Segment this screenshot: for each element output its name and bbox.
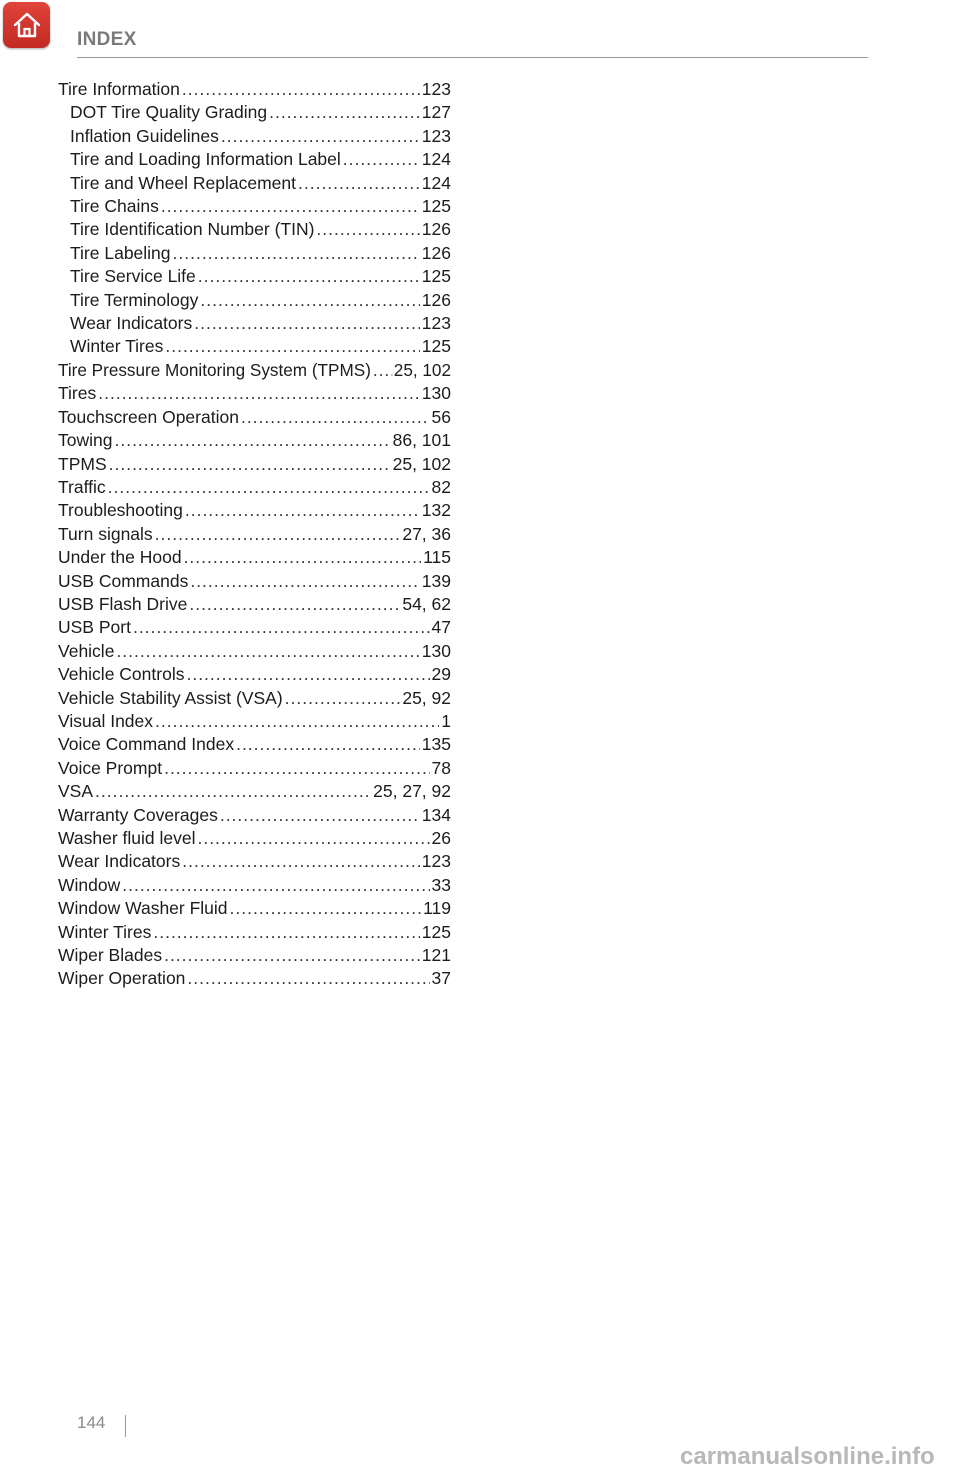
index-page-ref[interactable]: 123 — [421, 125, 451, 146]
index-term: Tire Information — [58, 79, 180, 99]
index-entry[interactable] — [58, 687, 451, 710]
index-entry[interactable] — [58, 453, 451, 476]
dot-leader — [133, 616, 430, 639]
index-entry[interactable] — [58, 850, 451, 873]
index-page-ref[interactable]: 127 — [421, 102, 451, 123]
header-divider — [77, 57, 868, 58]
index-page-ref[interactable]: 126 — [421, 219, 451, 240]
index-entry[interactable] — [58, 242, 451, 265]
index-page-ref[interactable]: 123 — [421, 313, 451, 334]
index-entry[interactable] — [58, 195, 451, 218]
index-term: Turn signals — [58, 523, 153, 544]
dot-leader — [164, 757, 429, 780]
dot-leader — [241, 406, 430, 429]
dot-leader — [269, 101, 420, 124]
dot-leader — [109, 453, 391, 476]
index-page-ref[interactable]: 29 — [431, 664, 451, 685]
index-entry[interactable] — [58, 382, 451, 405]
dot-leader — [153, 921, 419, 944]
index-term: Vehicle Stability Assist (VSA) — [58, 687, 283, 708]
dot-leader — [343, 148, 420, 171]
index-page-ref[interactable]: 126 — [421, 242, 451, 263]
index-page-ref[interactable]: 121 — [421, 945, 451, 966]
index-page-ref[interactable]: 132 — [421, 500, 451, 521]
index-term: Winter Tires — [70, 336, 164, 357]
index-list — [58, 78, 451, 991]
index-term: Tires — [58, 383, 97, 404]
page-number: 144 — [77, 1413, 106, 1432]
index-entry[interactable] — [58, 172, 451, 195]
index-entry[interactable] — [58, 757, 451, 780]
dot-leader — [165, 335, 419, 358]
index-term: Under the Hood — [58, 547, 182, 568]
index-page-ref[interactable]: 78 — [431, 757, 451, 778]
index-page-ref[interactable]: 56 — [431, 406, 451, 427]
dot-leader — [285, 687, 401, 710]
index-entry[interactable] — [58, 921, 451, 944]
index-term: Wear Indicators — [70, 313, 193, 334]
index-term: Tire Service Life — [70, 266, 196, 287]
index-entry[interactable] — [58, 265, 451, 288]
dot-leader — [155, 710, 439, 733]
index-entry[interactable] — [58, 476, 451, 499]
index-page-ref[interactable]: 125 — [421, 266, 451, 287]
index-page-ref[interactable]: 54, 62 — [402, 593, 451, 614]
index-entry[interactable] — [58, 640, 451, 663]
index-entry[interactable] — [58, 312, 451, 335]
index-page-ref[interactable]: 115 — [423, 547, 451, 568]
index-entry[interactable] — [58, 874, 451, 897]
index-term: Vehicle — [58, 640, 115, 661]
index-page-ref[interactable]: 139 — [421, 570, 451, 591]
dot-leader — [298, 172, 420, 195]
dot-leader — [116, 640, 419, 663]
index-page-ref[interactable]: 125 — [421, 196, 451, 217]
dot-leader — [185, 499, 420, 522]
dot-leader — [194, 312, 420, 335]
index-page-ref[interactable]: 1 — [441, 710, 451, 731]
index-term: USB Port — [58, 617, 131, 638]
home-icon — [10, 8, 44, 42]
index-entry[interactable] — [58, 289, 451, 312]
index-term: USB Flash Drive — [58, 593, 188, 614]
page-title: INDEX — [77, 29, 137, 50]
index-page-ref[interactable]: 47 — [431, 617, 451, 638]
dot-leader — [197, 827, 429, 850]
index-entry[interactable] — [58, 148, 451, 171]
dot-leader — [98, 382, 420, 405]
dot-leader — [114, 429, 390, 452]
dot-leader — [95, 780, 371, 803]
index-term: Warranty Coverages — [58, 804, 218, 825]
index-term: Visual Index — [58, 710, 154, 731]
index-page-ref[interactable]: 33 — [431, 874, 451, 895]
dot-leader — [108, 476, 430, 499]
index-term: Tire Identification Number (TIN) — [70, 219, 315, 240]
index-term: Tire Pressure Monitoring System (TPMS) — [58, 359, 371, 380]
dot-leader — [220, 804, 420, 827]
index-page-ref[interactable]: 123 — [421, 851, 451, 872]
dot-leader — [155, 523, 401, 546]
index-term: Tire and Loading Information Label — [70, 149, 341, 170]
index-term: Vehicle Controls — [58, 664, 185, 685]
dot-leader — [316, 218, 419, 241]
index-page-ref[interactable]: 134 — [421, 804, 451, 825]
index-entry[interactable] — [58, 780, 451, 803]
index-term: Window — [58, 874, 121, 895]
index-page-ref[interactable]: 124 — [421, 172, 451, 193]
index-term: Voice Command Index — [58, 734, 235, 755]
index-page-ref[interactable]: 25, 102 — [392, 453, 451, 474]
index-entry[interactable] — [58, 125, 451, 148]
index-entry[interactable] — [58, 78, 451, 101]
index-page-ref[interactable]: 125 — [421, 336, 451, 357]
index-term: Troubleshooting — [58, 500, 183, 521]
dot-leader — [236, 733, 420, 756]
dot-leader — [198, 265, 420, 288]
index-page-ref[interactable]: 25, 92 — [402, 687, 451, 708]
index-term: Tire and Wheel Replacement — [70, 172, 296, 193]
dot-leader — [189, 593, 400, 616]
index-term: Towing — [58, 430, 113, 451]
dot-leader — [186, 663, 429, 686]
index-entry[interactable] — [58, 499, 451, 522]
index-page-ref[interactable]: 26 — [431, 828, 451, 848]
index-entry[interactable] — [58, 101, 451, 124]
index-term: TPMS — [58, 453, 107, 474]
index-page-ref[interactable]: 123 — [421, 79, 451, 99]
index-entry[interactable] — [58, 406, 451, 429]
index-term: Winter Tires — [58, 921, 152, 942]
index-page-ref[interactable]: 124 — [421, 149, 451, 170]
index-entry[interactable] — [58, 546, 451, 569]
index-term: USB Commands — [58, 570, 189, 591]
index-term: Wiper Blades — [58, 945, 163, 966]
index-entry[interactable] — [58, 359, 451, 382]
dot-leader — [122, 874, 429, 897]
index-page-ref[interactable]: 126 — [421, 289, 451, 310]
index-entry[interactable] — [58, 335, 451, 358]
dot-leader — [182, 78, 420, 101]
dot-leader — [161, 195, 420, 218]
index-entry[interactable] — [58, 570, 451, 593]
index-entry[interactable] — [58, 804, 451, 827]
index-entry[interactable] — [58, 523, 451, 546]
index-page-ref[interactable]: 119 — [423, 898, 451, 919]
index-page-ref[interactable]: 25, 102 — [393, 359, 451, 380]
index-term: VSA — [58, 781, 94, 802]
index-entry[interactable] — [58, 710, 451, 733]
index-entry[interactable] — [58, 827, 451, 850]
index-term: Washer fluid level — [58, 828, 196, 848]
index-page-ref[interactable]: 37 — [431, 968, 451, 989]
dot-leader — [164, 944, 420, 967]
index-term: Window Washer Fluid — [58, 898, 228, 919]
index-page-ref[interactable]: 135 — [421, 734, 451, 755]
index-term: Tire Terminology — [70, 289, 199, 310]
index-entry[interactable] — [58, 944, 451, 967]
index-term: DOT Tire Quality Grading — [70, 102, 268, 123]
index-term: Voice Prompt — [58, 757, 163, 778]
index-entry[interactable] — [58, 663, 451, 686]
index-term: Tire Chains — [70, 196, 159, 217]
index-term: Tire Labeling — [70, 242, 171, 263]
dot-leader — [187, 967, 429, 990]
index-page-ref[interactable]: 27, 36 — [402, 523, 451, 544]
index-entry[interactable] — [58, 593, 451, 616]
index-term: Traffic — [58, 476, 106, 497]
dot-leader — [182, 850, 420, 873]
dot-leader — [173, 242, 420, 265]
dot-leader — [221, 125, 420, 148]
index-term: Inflation Guidelines — [70, 125, 219, 146]
index-term: Wiper Operation — [58, 968, 186, 989]
dot-leader — [184, 546, 422, 569]
watermark: carmanualsonline.info — [680, 1443, 935, 1470]
index-entry[interactable] — [58, 429, 451, 452]
dot-leader — [200, 289, 419, 312]
index-term: Wear Indicators — [58, 851, 181, 872]
index-entry[interactable] — [58, 897, 451, 920]
index-entry[interactable] — [58, 616, 451, 639]
footer-divider — [125, 1415, 126, 1437]
index-entry[interactable] — [58, 967, 451, 990]
index-entry[interactable] — [58, 218, 451, 241]
dot-leader — [190, 570, 419, 593]
index-page-ref[interactable]: 125 — [421, 921, 451, 942]
index-page-ref[interactable]: 86, 101 — [392, 430, 451, 451]
index-page-ref[interactable]: 130 — [421, 383, 451, 404]
index-entry[interactable] — [58, 733, 451, 756]
dot-leader — [230, 897, 422, 920]
home-button[interactable] — [3, 2, 50, 48]
index-page-ref[interactable]: 25, 27, 92 — [373, 781, 451, 802]
index-page-ref[interactable]: 130 — [421, 640, 451, 661]
index-term: Touchscreen Operation — [58, 406, 239, 427]
dot-leader — [373, 359, 392, 382]
index-page-ref[interactable]: 82 — [431, 476, 451, 497]
